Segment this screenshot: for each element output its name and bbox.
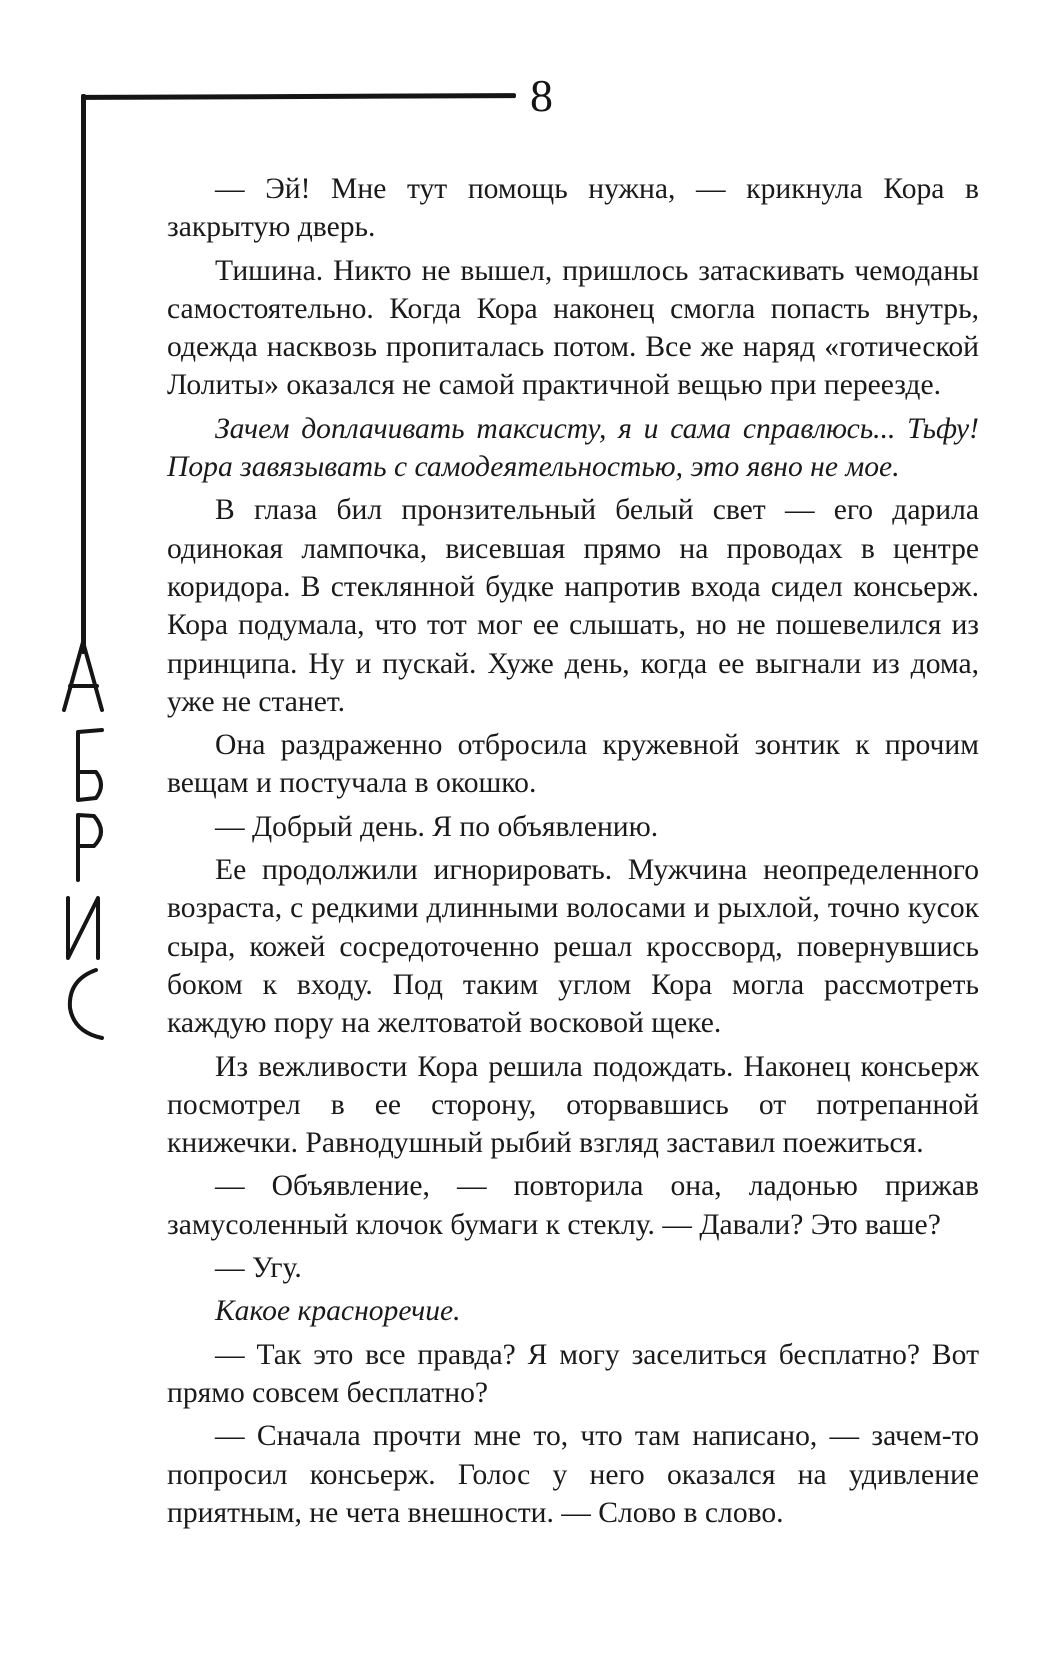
- page-number: 8: [530, 70, 553, 121]
- logo-letter-i: [68, 898, 98, 958]
- logo-letter-s: [70, 970, 102, 1038]
- logo-letter-b: [78, 730, 102, 800]
- logo-letter-r: [78, 815, 101, 880]
- paragraph: Тишина. Никто не вышел, пришлось затаскивать чемоданы самостоятельно. Когда Кора наконец смогла попасть внутрь, одежда насквозь пропиталась потом. Все же наряд «готической Лолиты» оказался не самой практичной вещью при переезде.: [167, 254, 979, 402]
- paragraph: — Объявление, — повторила она, ладонью прижав замусоленный клочок бумаги к стеклу. — Давали? Это ваше?: [167, 1170, 979, 1241]
- body-text: [167, 170, 979, 1532]
- paragraph: В глаза бил пронзительный белый свет — его дарила одинокая лампочка, висевшая прямо на проводах в центре коридора. В стеклянной будке напротив входа сидел консьерж. Кора подумала, что тот мог ее слышать, но не пошевелился из принципа. Ну и пускай. Хуже день, когда ее выгнали из дома, уже не станет.: [167, 494, 979, 718]
- italic-paragraph: Какое красноречие.: [215, 1295, 461, 1328]
- publisher-logo: [56, 640, 116, 1040]
- paragraph: — Добрый день. Я по объявлению.: [215, 810, 659, 843]
- paragraph: Из вежливости Кора решила подождать. Наконец консьерж посмотрел в ее сторону, оторвавшись от потрепанной книжечки. Равнодушный рыбий взгляд заставил поежиться.: [167, 1050, 979, 1160]
- italic-paragraph: Зачем доплачивать таксисту, я и сама справлюсь... Тьфу! Пора завязывать с самодеятельностью, это явно не мое.: [167, 412, 979, 484]
- paragraph: — Так это все правда? Я могу заселиться бесплатно? Вот прямо совсем бесплатно?: [167, 1338, 979, 1409]
- margin-rule: [81, 94, 86, 654]
- paragraph: Ее продолжили игнорировать. Мужчина неопределенного возраста, с редкими длинными волосами и рыхлой, точно кусок сыра, кожей сосредоточенно решал кроссворд, повернувшись боком к входу. Под таким углом Кора могла рассмотреть каждую пору на желтоватой восковой щеке.: [167, 854, 979, 1040]
- logo-letter-a: [64, 642, 102, 710]
- header-rule: [83, 93, 516, 100]
- paragraph: — Эй! Мне тут помощь нужна, — крикнула Кора в закрытую дверь.: [167, 173, 979, 244]
- paragraph: — Угу.: [215, 1252, 302, 1285]
- paragraph: — Сначала прочти мне то, что там написано, — зачем-то попросил консьерж. Голос у него оказался на удивление приятным, не чета внешности. — Слово в слово.: [167, 1420, 979, 1529]
- paragraph: Она раздраженно отбросила кружевной зонтик к прочим вещам и постучала в окошко.: [167, 729, 979, 800]
